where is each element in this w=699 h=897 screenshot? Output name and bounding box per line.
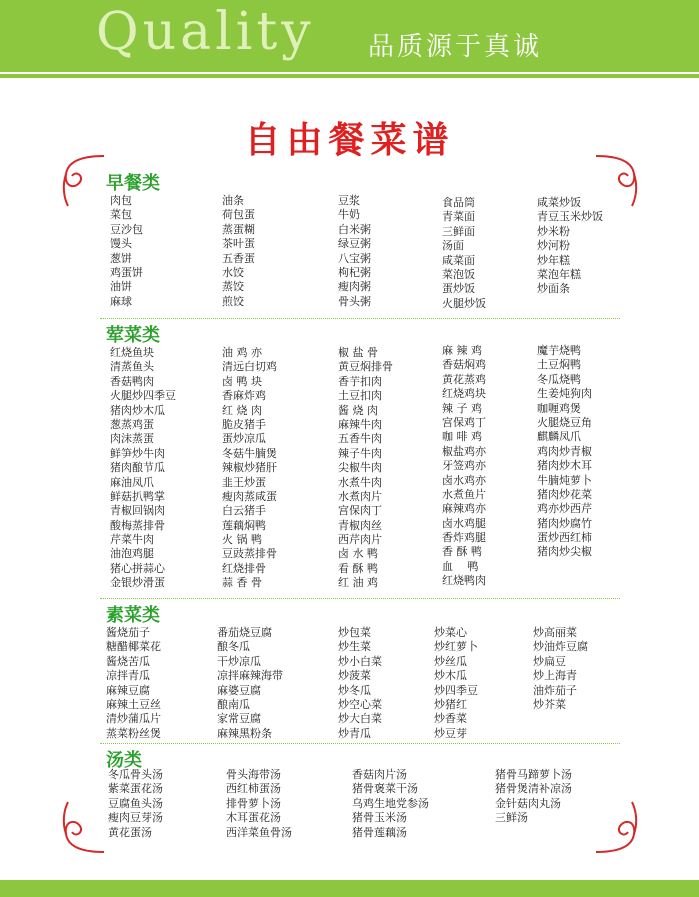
menu-item: 麻球: [110, 294, 132, 308]
menu-item: 猪骨马蹄萝卜汤: [495, 768, 572, 781]
menu-item: 瘦肉粥: [338, 280, 371, 294]
menu-item: 汤面: [442, 239, 464, 253]
menu-item: 水煮肉片: [338, 489, 382, 503]
menu-item: 炒香菜: [434, 712, 467, 726]
menu-item: 麻婆豆腐: [217, 683, 261, 697]
section-divider: [100, 743, 620, 745]
menu-item: 骨头海带汤: [226, 768, 281, 781]
menu-item: 韭王炒蛋: [222, 475, 266, 489]
menu-item: 瘦肉蒸咸蛋: [222, 489, 277, 503]
menu-item: 麻辣豆腐: [106, 683, 150, 697]
vegetable-column-5: [533, 626, 588, 712]
menu-item: 火腿烧豆角: [537, 415, 592, 429]
menu-item: 咸菜面: [442, 253, 475, 267]
soup-column-3: [352, 768, 429, 840]
menu-item: 鸡蛋饼: [110, 265, 143, 279]
menu-item: 猪肉炒花菜: [537, 487, 592, 501]
menu-item: 冬菇牛腩煲: [222, 446, 277, 460]
menu-item: 香菇焖鸡: [442, 358, 486, 372]
menu-item: 椒 盐 骨: [338, 346, 378, 359]
menu-item: 香菇鸭肉: [110, 374, 154, 388]
menu-item: 红 烧 肉: [222, 403, 262, 417]
section-heading-soup: 汤类: [106, 750, 142, 771]
menu-item: 青豆玉米炒饭: [537, 210, 603, 224]
menu-item: 酱 烧 肉: [338, 403, 378, 417]
menu-item: 炒四季豆: [434, 683, 478, 697]
section-divider: [100, 318, 620, 320]
menu-item: 乌鸡生地党参汤: [352, 796, 429, 810]
menu-item: 炒河粉: [537, 239, 570, 253]
menu-item: 西洋菜鱼骨汤: [226, 825, 292, 839]
menu-item: 卤 水 鸭: [338, 547, 378, 561]
menu-item: 清炒蒲瓜片: [106, 712, 161, 726]
menu-item: 麻辣土豆丝: [106, 697, 161, 711]
menu-item: 炒扁豆: [533, 654, 566, 668]
menu-item: 辣 子 鸡: [442, 401, 482, 415]
menu-item: 炒木瓜: [434, 669, 467, 683]
menu-item: 脆皮猪手: [222, 417, 266, 431]
menu-item: 冬瓜骨头汤: [108, 768, 163, 781]
menu-item: 糖醋椰菜花: [106, 640, 161, 654]
menu-item: 菜泡年糕: [537, 267, 581, 281]
menu-item: 麻 辣 鸡: [442, 344, 482, 357]
menu-item: 咖喱鸡煲: [537, 401, 581, 415]
menu-item: 红烧鱼块: [110, 346, 154, 359]
menu-item: 炒菠菜: [338, 669, 371, 683]
menu-item: 魔芋烧鸭: [537, 344, 581, 357]
menu-item: 猪肉炒腐竹: [537, 516, 592, 530]
menu-item: 香芋扣肉: [338, 374, 382, 388]
menu-item: 馒头: [110, 237, 132, 251]
menu-item: 香麻炸鸡: [222, 389, 266, 403]
menu-item: 红烧排骨: [222, 561, 266, 575]
menu-item: 猪骨莲藕汤: [352, 825, 407, 839]
menu-item: 炒芥菜: [533, 697, 566, 711]
menu-item: 火腿炒四季豆: [110, 389, 176, 403]
menu-item: 青椒肉丝: [338, 518, 382, 532]
slogan: 品质源于真诚: [368, 32, 543, 62]
soup-column-2: [226, 768, 292, 840]
menu-item: 牛腩炖萝卜: [537, 473, 592, 487]
menu-item: 金针菇肉丸汤: [495, 796, 561, 810]
menu-item: 白米粥: [338, 222, 371, 236]
menu-item: 水饺: [222, 265, 244, 279]
menu-item: 炒生菜: [338, 640, 371, 654]
meat-column-2: [222, 346, 277, 591]
menu-item: 宫保鸡丁: [442, 415, 486, 429]
section-heading-breakfast: 早餐类: [106, 173, 160, 194]
ornament-bottom-right-icon: [586, 798, 646, 858]
menu-item: 炒面条: [537, 282, 570, 296]
menu-item: 冬瓜烧鸭: [537, 372, 581, 386]
menu-item: 生姜炖狗肉: [537, 387, 592, 401]
menu-item: 猪肉炒木耳: [537, 459, 592, 473]
menu-item: 酿南瓜: [217, 697, 250, 711]
menu-item: 炒豆芽: [434, 726, 467, 740]
menu-item: 豆浆: [338, 194, 360, 207]
menu-item: 菜包: [110, 208, 132, 222]
menu-item: 清远白切鸡: [222, 360, 277, 374]
menu-item: 炒油炸豆腐: [533, 640, 588, 654]
menu-item: 猪肉炒尖椒: [537, 545, 592, 559]
vegetable-column-3: [338, 626, 382, 741]
menu-item: 油饼: [110, 280, 132, 294]
breakfast-column-5: [537, 196, 603, 297]
menu-item: 排骨萝卜汤: [226, 796, 281, 810]
menu-item: 绿豆粥: [338, 237, 371, 251]
menu-item: 蒜 香 骨: [222, 576, 262, 590]
menu-item: 凉拌麻辣海带: [217, 669, 283, 683]
menu-item: 白云猪手: [222, 504, 266, 518]
breakfast-column-2: [222, 194, 255, 309]
menu-item: 酸梅蒸排骨: [110, 518, 165, 532]
menu-item: 油炸茄子: [533, 683, 577, 697]
menu-item: 瘦肉豆芽汤: [108, 811, 163, 825]
menu-item: 炒菜心: [434, 626, 467, 639]
menu-item: 香炸鸡腿: [442, 531, 486, 545]
menu-item: 水煮鱼片: [442, 487, 486, 501]
menu-item: 油 鸡 亦: [222, 346, 262, 359]
menu-item: 酿冬瓜: [217, 640, 250, 654]
menu-item: 炒猪红: [434, 697, 467, 711]
menu-item: 辣子牛肉: [338, 446, 382, 460]
menu-item: 豆沙包: [110, 222, 143, 236]
menu-item: 黄花蛋汤: [108, 825, 152, 839]
soup-column-4: [495, 768, 572, 826]
menu-item: 酱烧茄子: [106, 626, 150, 639]
breakfast-column-1: [110, 194, 143, 309]
meat-column-3: [338, 346, 393, 591]
menu-item: 黄花蒸鸡: [442, 372, 486, 386]
menu-item: 血 鸭: [442, 559, 479, 573]
vegetable-column-4: [434, 626, 478, 741]
meat-column-4: [442, 344, 486, 589]
menu-item: 麻油凤爪: [110, 475, 154, 489]
menu-item: 卤水鸡腿: [442, 516, 486, 530]
menu-item: 油泡鸡腿: [110, 547, 154, 561]
meat-column-5: [537, 344, 592, 560]
menu-item: 芹菜牛肉: [110, 533, 154, 547]
menu-item: 三鲜面: [442, 224, 475, 238]
menu-item: 炒空心菜: [338, 697, 382, 711]
menu-item: 炒小白菜: [338, 654, 382, 668]
menu-item: 炒年糕: [537, 253, 570, 267]
soup-column-1: [108, 768, 163, 840]
menu-item: 猪骨煲清补凉汤: [495, 782, 572, 796]
menu-item: 肉包: [110, 194, 132, 207]
menu-item: 番茄烧豆腐: [217, 626, 272, 639]
menu-item: 家常豆腐: [217, 712, 261, 726]
menu-item: 莲藕焖鸭: [222, 518, 266, 532]
footer-band: [0, 880, 699, 897]
menu-item: 葱蒸鸡蛋: [110, 417, 154, 431]
menu-item: 炒包菜: [338, 626, 371, 639]
breakfast-column-3: [338, 194, 371, 309]
menu-item: 蛋炒凉瓜: [222, 432, 266, 446]
menu-item: 食品筒: [442, 196, 475, 209]
menu-item: 鲜菇扒鸭掌: [110, 489, 165, 503]
menu-item: 麒麟凤爪: [537, 430, 581, 444]
vegetable-column-2: [217, 626, 283, 741]
menu-item: 炒大白菜: [338, 712, 382, 726]
menu-item: 豆豉蒸排骨: [222, 547, 277, 561]
menu-item: 枸杞粥: [338, 265, 371, 279]
menu-item: 八宝粥: [338, 251, 371, 265]
menu-title: 自由餐菜谱: [244, 120, 455, 161]
menu-item: 紫菜蛋花汤: [108, 782, 163, 796]
menu-item: 炒冬瓜: [338, 683, 371, 697]
quality-logo: Quality: [96, 2, 315, 62]
menu-item: 酱烧苦瓜: [106, 654, 150, 668]
menu-item: 猪骨玉米汤: [352, 811, 407, 825]
menu-item: 炒丝瓜: [434, 654, 467, 668]
menu-item: 炒上海青: [533, 669, 577, 683]
menu-item: 椒盐鸡亦: [442, 444, 486, 458]
menu-item: 宫保肉丁: [338, 504, 382, 518]
menu-item: 蒸菜粉丝煲: [106, 726, 161, 740]
menu-item: 三鲜汤: [495, 811, 528, 825]
menu-item: 黄豆焖排骨: [338, 360, 393, 374]
menu-item: 炒青瓜: [338, 726, 371, 740]
menu-item: 香菇肉片汤: [352, 768, 407, 781]
menu-item: 木耳蛋花汤: [226, 811, 281, 825]
menu-item: 猪心拼蒜心: [110, 561, 165, 575]
menu-item: 咖 啡 鸡: [442, 430, 482, 444]
menu-item: 香 酥 鸭: [442, 545, 482, 559]
section-heading-vegetable: 素菜类: [106, 605, 160, 626]
menu-item: 水煮牛肉: [338, 475, 382, 489]
menu-item: 凉拌青瓜: [106, 669, 150, 683]
menu-item: 牛奶: [338, 208, 360, 222]
header-banner: [0, 0, 699, 72]
menu-item: 鸡亦炒西芹: [537, 502, 592, 516]
menu-item: 干炒凉瓜: [217, 654, 261, 668]
menu-item: 火腿炒饭: [442, 296, 486, 310]
menu-item: 葱饼: [110, 251, 132, 265]
menu-item: 肉沫蒸蛋: [110, 432, 154, 446]
vegetable-column-1: [106, 626, 161, 741]
menu-item: 麻辣牛肉: [338, 417, 382, 431]
menu-item: 荷包蛋: [222, 208, 255, 222]
menu-item: 蒸饺: [222, 280, 244, 294]
menu-item: 茶叶蛋: [222, 237, 255, 251]
menu-item: 麻辣黑粉条: [217, 726, 272, 740]
menu-item: 牙签鸡亦: [442, 459, 486, 473]
menu-item: 红 油 鸡: [338, 576, 378, 590]
menu-item: 炒红萝卜: [434, 640, 478, 654]
meat-column-1: [110, 346, 176, 591]
menu-item: 猪肉酿节瓜: [110, 461, 165, 475]
menu-item: 炒高丽菜: [533, 626, 577, 639]
menu-item: 红烧鸭肉: [442, 574, 486, 588]
menu-item: 土豆扣肉: [338, 389, 382, 403]
menu-item: 火 锅 鸭: [222, 533, 262, 547]
menu-item: 辣椒炒猪肝: [222, 461, 277, 475]
banner-divider: [0, 74, 699, 78]
menu-item: 骨头粥: [338, 294, 371, 308]
menu-item: 炒米粉: [537, 224, 570, 238]
menu-item: 五香牛肉: [338, 432, 382, 446]
menu-item: 麻辣鸡亦: [442, 502, 486, 516]
menu-item: 蛋炒饭: [442, 282, 475, 296]
menu-item: 菜泡饭: [442, 267, 475, 281]
menu-item: 青椒回锅肉: [110, 504, 165, 518]
menu-item: 咸菜炒饭: [537, 196, 581, 209]
menu-item: 尖椒牛肉: [338, 461, 382, 475]
menu-item: 红烧鸡块: [442, 387, 486, 401]
menu-item: 油条: [222, 194, 244, 207]
breakfast-column-4: [442, 196, 486, 311]
section-divider: [100, 598, 620, 600]
menu-item: 青菜面: [442, 210, 475, 224]
menu-item: 卤水鸡亦: [442, 473, 486, 487]
menu-item: 看 酥 鸭: [338, 561, 378, 575]
menu-item: 五香蛋: [222, 251, 255, 265]
menu-item: 卤 鸭 块: [222, 374, 262, 388]
ornament-top-left-icon: [54, 150, 114, 210]
menu-item: 豆腐鱼头汤: [108, 796, 163, 810]
menu-item: 鲜笋炒牛肉: [110, 446, 165, 460]
menu-item: 西红柿蛋汤: [226, 782, 281, 796]
menu-item: 金银炒滑蛋: [110, 576, 165, 590]
menu-item: 猪肉炒木瓜: [110, 403, 165, 417]
menu-item: 西芹肉片: [338, 533, 382, 547]
ornament-bottom-left-icon: [54, 798, 114, 858]
section-heading-meat: 荤菜类: [106, 325, 160, 346]
menu-item: 猪骨褒菜干汤: [352, 782, 418, 796]
menu-item: 鸡肉炒青椒: [537, 444, 592, 458]
menu-item: 土豆焖鸭: [537, 358, 581, 372]
menu-item: 蒸蛋糊: [222, 222, 255, 236]
menu-item: 蛋炒西红柿: [537, 531, 592, 545]
menu-item: 煎饺: [222, 294, 244, 308]
menu-item: 清蒸鱼头: [110, 360, 154, 374]
